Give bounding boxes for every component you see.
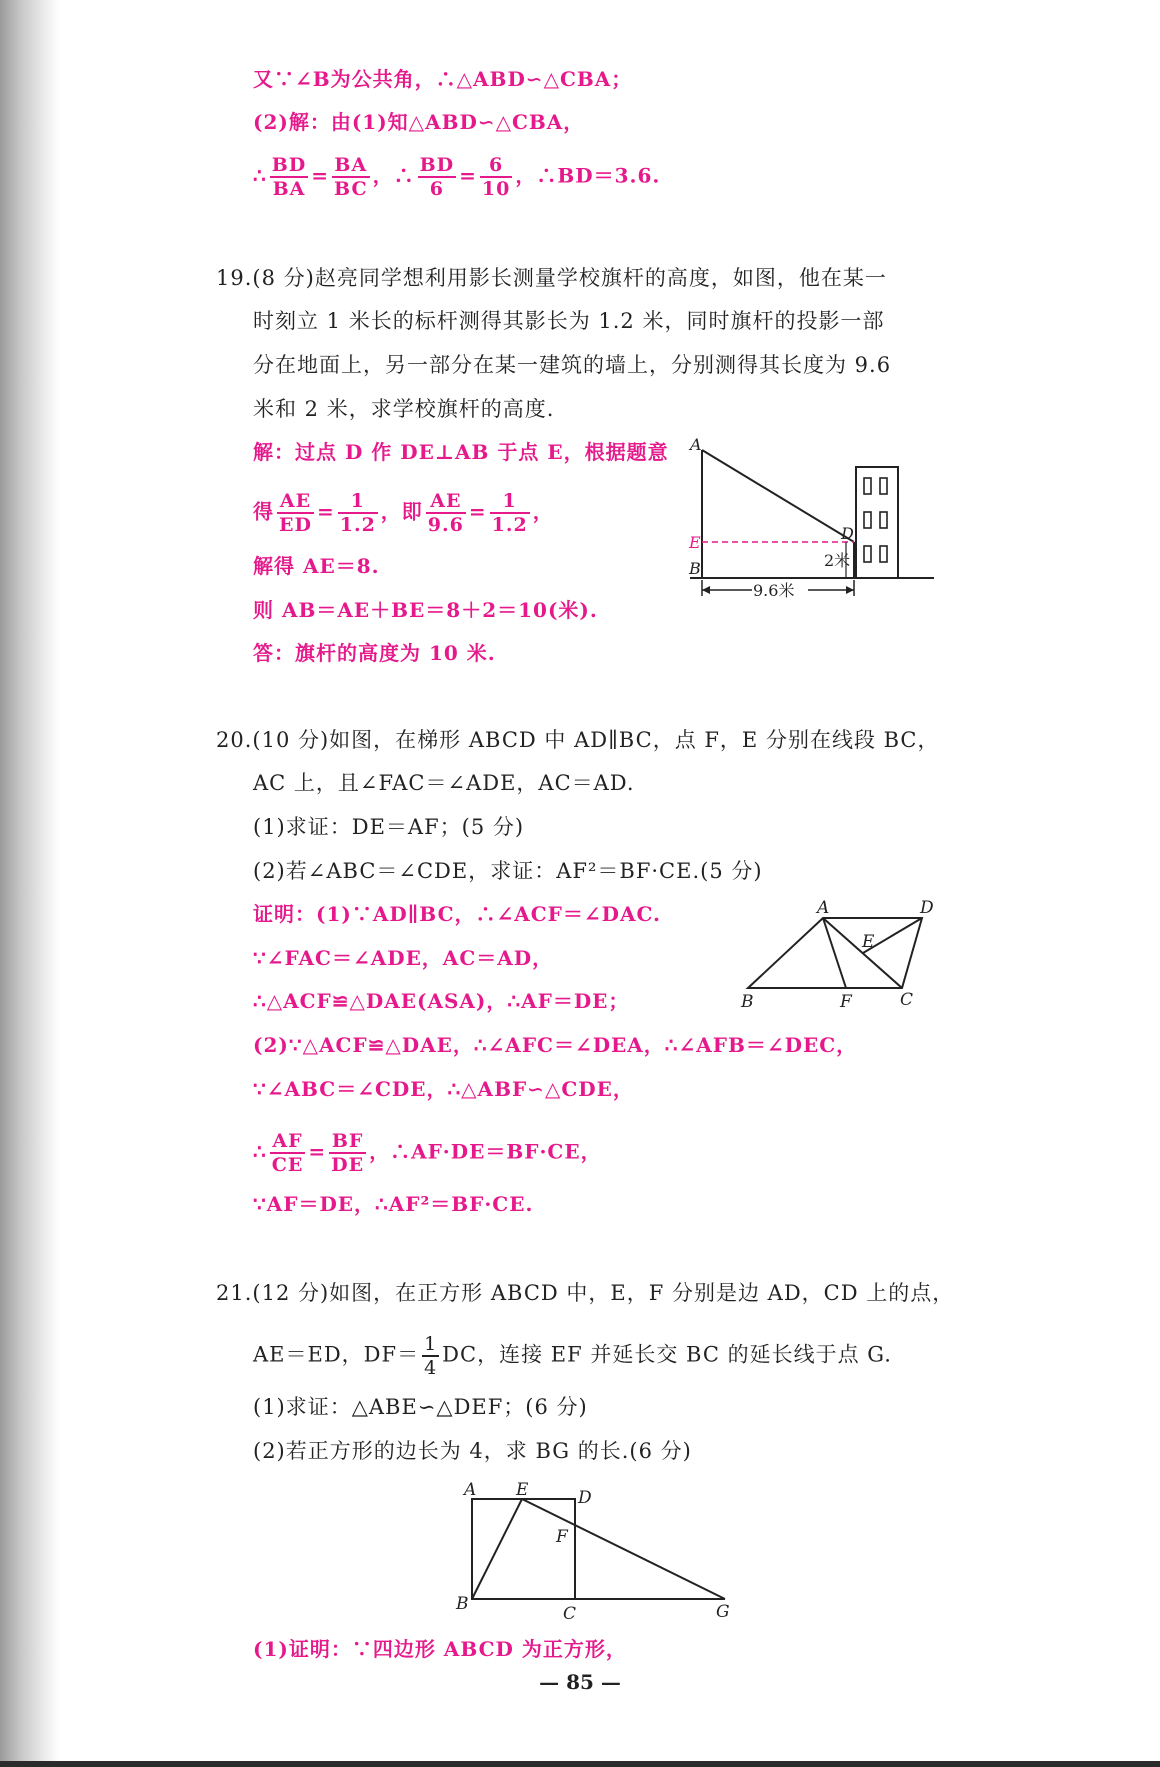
label-C: C — [900, 990, 914, 1010]
label-D: D — [841, 524, 854, 543]
q19-line1: 19.(8 分)赵亮同学想利用影长测量学校旗杆的高度，如图，他在某一 — [216, 266, 887, 290]
sol19-line5: 答：旗杆的高度为 10 米. — [253, 641, 496, 665]
sol20-line7: ∵AF＝DE，∴AF²＝BF·CE. — [253, 1192, 534, 1216]
q19-line2: 时刻立 1 米长的标杆测得其影长为 1.2 米，同时旗杆的投影一部 — [253, 309, 885, 333]
q21-line3: (1)求证：△ABE∽△DEF；(6 分) — [253, 1395, 588, 1419]
label-D: D — [578, 1488, 592, 1508]
label-F: F — [556, 1527, 568, 1547]
sol20-line3: ∴△ACF≌△DAE(ASA)，∴AF＝DE； — [253, 989, 630, 1013]
q21-line2: AE＝ED，DF＝ $\frac{1}{4}$ DC，连接 EF 并延长交 BC 的延长线于点 G. — [253, 1333, 892, 1379]
label-A: A — [690, 435, 702, 454]
sol18-line2: (2)解：由(1)知△ABD∽△CBA， — [253, 110, 585, 134]
sol19-line2: 得 $\frac{AE}{ED}$ = $\frac{1}{1.2}$ ，即 $\frac{AE}{9.6}$ = $\frac{1}{1.2}$ ， — [253, 490, 554, 536]
bottom-bar — [0, 1761, 1160, 1767]
q21-line4: (2)若正方形的边长为 4，求 BG 的长.(6 分) — [253, 1439, 692, 1463]
sol18-line1: 又∵∠B为公共角，∴△ABD∽△CBA； — [253, 67, 633, 91]
width-label: 9.6米 — [753, 581, 795, 600]
square-abcd — [472, 1499, 575, 1599]
q19-line3: 分在地面上，另一部分在某一建筑的墙上，分别测得其长度为 9.6 — [253, 353, 892, 377]
sol19-line1: 解：过点 D 作 DE⊥AB 于点 E，根据题意 — [253, 440, 669, 464]
segment-be — [472, 1499, 522, 1599]
building — [856, 467, 898, 578]
q19-line4: 米和 2 米，求学校旗杆的高度. — [253, 397, 555, 421]
q20-line1: 20.(10 分)如图，在梯形 ABCD 中 AD∥BC，点 F，E 分别在线段 BC， — [216, 728, 940, 752]
label-G: G — [716, 1602, 730, 1622]
sol20-line2: ∵∠FAC＝∠ADE，AC＝AD， — [253, 946, 554, 970]
label-A: A — [464, 1480, 477, 1500]
label-B: B — [741, 992, 754, 1012]
segment-eg — [522, 1499, 725, 1599]
sol20-line5: ∵∠ABC＝∠CDE，∴△ABF∽△CDE， — [253, 1077, 634, 1101]
square-figure — [450, 1478, 740, 1628]
sol19-line3: 解得 AE＝8. — [253, 554, 380, 578]
label-C: C — [563, 1604, 577, 1624]
q20-line2: AC 上，且∠FAC＝∠ADE，AC＝AD. — [253, 771, 635, 795]
label-E: E — [689, 533, 701, 552]
q21-line1: 21.(12 分)如图，在正方形 ABCD 中，E，F 分别是边 AD，CD 上的点， — [216, 1281, 955, 1305]
sun-ray-line — [702, 450, 854, 542]
q20-line4: (2)若∠ABC＝∠CDE，求证：AF²＝BF·CE.(5 分) — [253, 859, 763, 883]
sol20-line1: 证明：(1)∵AD∥BC，∴∠ACF＝∠DAC. — [253, 902, 662, 926]
label-D: D — [920, 898, 934, 918]
sol21-line1: (1)证明：∵四边形 ABCD 为正方形， — [253, 1637, 627, 1661]
label-E: E — [516, 1480, 529, 1500]
sol20-line4: (2)∵△ACF≌△DAE，∴∠AFC＝∠DEA，∴∠AFB＝∠DEC， — [253, 1033, 858, 1057]
trapezoid-figure — [730, 895, 945, 1010]
page-number: — 85 — — [539, 1670, 621, 1694]
flagpole-figure — [680, 436, 940, 606]
label-B: B — [456, 1594, 469, 1614]
q20-line3: (1)求证：DE＝AF；(5 分) — [253, 815, 525, 839]
page-edge-shadow — [0, 0, 60, 1767]
label-F: F — [840, 992, 852, 1012]
sol19-line4: 则 AB＝AE＋BE＝8＋2＝10(米). — [253, 598, 598, 622]
label-A: A — [817, 898, 830, 918]
label-E: E — [862, 932, 875, 952]
building-windows — [864, 478, 887, 562]
label-B: B — [689, 559, 701, 578]
sol20-line6: ∴ $\frac{AF}{CE}$ = $\frac{BF}{DE}$ ，∴AF·DE＝BF·CE， — [253, 1130, 602, 1176]
sol18-line3: ∴ $\frac{BD}{BA}$ = $\frac{BA}{BC}$ ，∴ $\frac{BD}{6}$ = $\frac{6}{10}$ ，∴BD＝3.6. — [253, 154, 661, 200]
height-label: 2米 — [824, 551, 851, 570]
